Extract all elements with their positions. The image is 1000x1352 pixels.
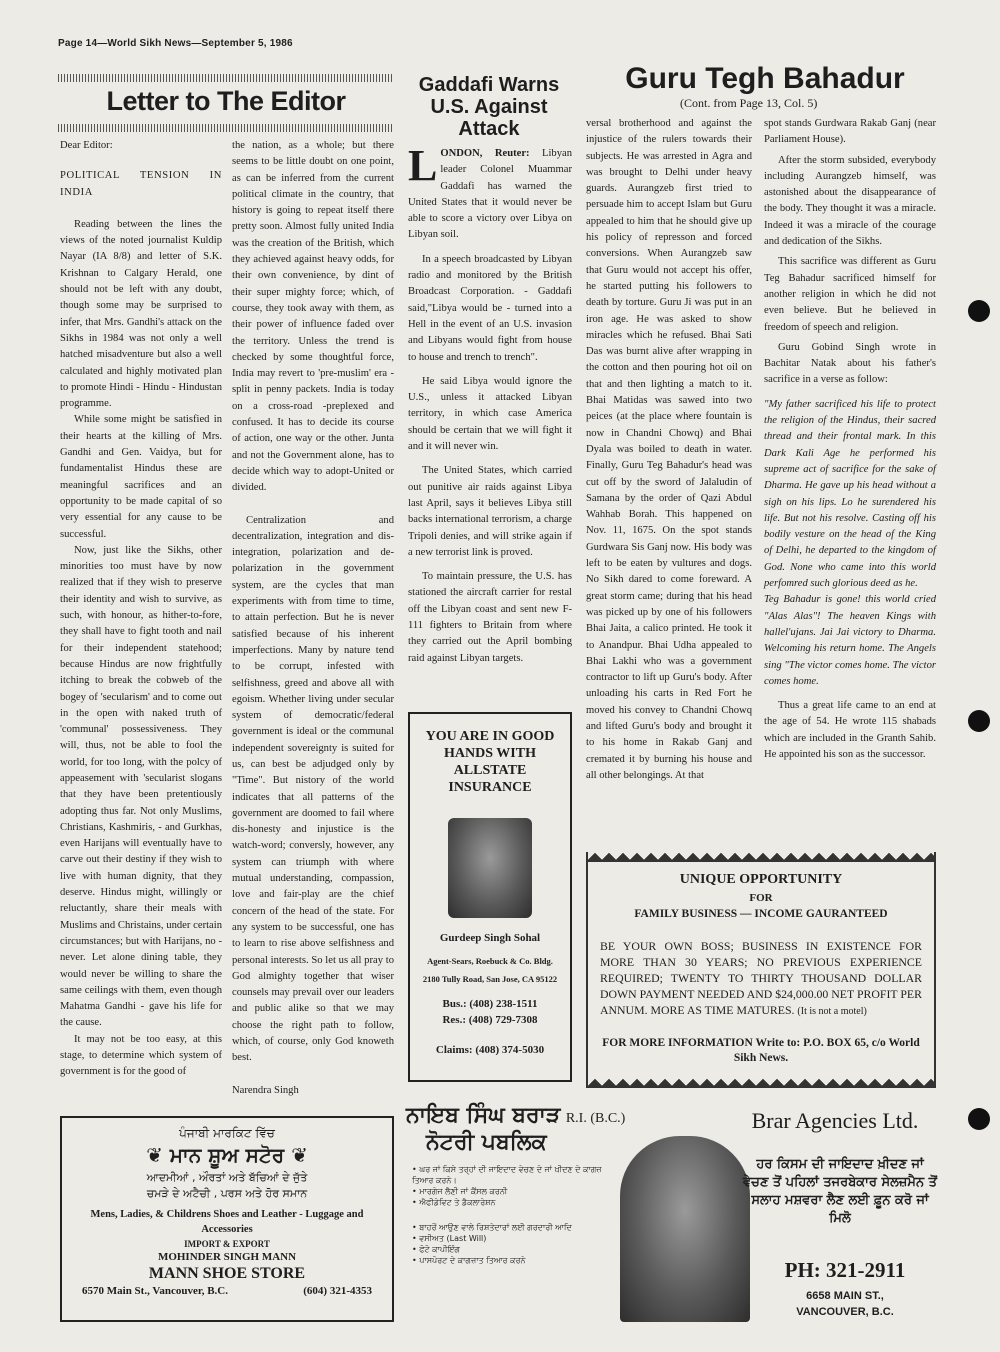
letter-subject: POLITICAL TENSION IN INDIA — [60, 170, 222, 198]
letter-paragraph: It may not be too easy, at this stage, to determine which system of government is for the good of — [60, 1033, 222, 1078]
guru-column-2 — [764, 116, 936, 763]
letter-paragraph: While some might be satisfied in their hearts at the killing of Mrs. Gandhi and Gen. Vaidya, but for fundamentalist Hindus these are meaningful sacrifices and an opportunity to be made capital of so very essential for any cause to be successful. — [60, 414, 222, 540]
shoe-punjabi-line-1: ਆਦਮੀਆਂ , ਔਰਤਾਂ ਅਤੇ ਬੱਚਿਆਂ ਦੇ ਜੁੱਤੇ — [146, 1171, 308, 1184]
flourish-icon: ❦ — [291, 1143, 308, 1167]
guru-verse: Teg Bahadur is gone! this world cried "Alas Alas"! The heaven Kings with hallel'ujans. Jai Jai victory to Dharma. Welcoming his return home. The Angels sing "The victor comes home. The victor comes home. — [764, 594, 936, 687]
gaddafi-paragraph: The United States, which carried out punitive air raids against Libya last April, says it believes Libya still backs international terrorism, a charge Tripoli denies, and will strike again if a new terrorist link is proved. — [408, 465, 572, 558]
shoe-punjabi-line-2: ਚਮੜੇ ਦੇ ਅਟੈਚੀ , ਪਰਸ ਅਤੇ ਹੋਰ ਸਮਾਨ — [146, 1187, 308, 1200]
agent-photo — [448, 818, 532, 918]
brar-punjabi-offer: ਹਰ ਕਿਸਮ ਦੀ ਜਾਇਦਾਦ ਖ਼ੀਦਣ ਜਾਂ ਵੇਚਣ ਤੋਂ ਪਹਿਲਾਂ ਤਜਰਬੇਕਾਰ ਸੇਲਜ਼ਮੈਨ ਤੋਂ ਸਲਾਹ ਮਸ਼ਵਰਾ ਲੈਣ ਲਈ ਫ਼ੂਨ ਕਰੋ ਜਾਂ ਮਿਲੋ — [743, 1157, 937, 1226]
hatch-rule — [58, 74, 394, 82]
brar-service-text: ਐਫੀਡੇਵਿਟ ਤੇ ਡੈਕਲਾਰੇਸ਼ਨ — [419, 1198, 496, 1207]
shoe-punjabi-heading: ਪੰਜਾਬੀ ਮਾਰਕਿਟ ਵਿੱਚ — [179, 1126, 275, 1140]
guru-paragraph: Guru Gobind Singh wrote in Bachitar Natak about his father's sacrifice in a verse as follow: — [764, 341, 936, 386]
allstate-agent-building: Agent-Sears, Roebuck & Co. Bldg. — [427, 956, 553, 966]
gaddafi-article — [408, 141, 572, 667]
gaddafi-headline: Gaddafi Warns U.S. Against Attack — [418, 74, 560, 140]
mann-shoe-store-ad — [60, 1116, 394, 1322]
brar-agencies-ad — [406, 1100, 938, 1330]
brar-punjabi-name: ਨਾਇਬ ਸਿੰਘ ਬਰਾੜ — [406, 1103, 561, 1128]
gaddafi-paragraph: He said Libya would ignore the U.S., unless it attacked Libyan territory, in which case America should be certain that we will fight it and it will never win. — [408, 375, 572, 453]
opportunity-for: FOR — [749, 892, 773, 904]
letter-column-1 — [60, 138, 222, 1081]
brar-service-item: • ਘਰ ਜਾਂ ਕਿਸੇ ਤਰ੍ਹਾਂ ਦੀ ਜਾਇਦਾਦ ਵੇਚਣ ਦੇ ਜਾਂ ਖ਼ੀਦਣ ਦੇ ਕਾਗਜ਼ ਤਿਆਰ ਕਰਨੇ। — [412, 1165, 602, 1185]
brar-service-text: ਮਾਰਗੇਜ ਲੈਣੀ ਜਾਂ ਕੈਂਸਲ ਕਰਨੀ — [419, 1187, 508, 1196]
shoe-address: 6570 Main St., Vancouver, B.C. — [82, 1285, 228, 1297]
opportunity-body — [600, 938, 922, 1020]
guru-paragraph: spot stands Gurdwara Rakab Ganj (near Parliament House). — [764, 118, 936, 146]
brar-service-item: • ਬਾਹਰੋਂ ਆਉਣ ਵਾਲੇ ਰਿਸ਼ਤੇਦਾਰਾਂ ਲਈ ਗਰਦਾਰੀ ਆਦਿ — [412, 1223, 572, 1232]
brar-company: Brar Agencies Ltd. — [751, 1108, 919, 1133]
brar-service-text: ਘਰ ਜਾਂ ਕਿਸੇ ਤਰ੍ਹਾਂ ਦੀ ਜਾਇਦਾਦ ਵੇਚਣ ਦੇ ਜਾਂ ਖ਼ੀਦਣ ਦੇ ਕਾਗਜ਼ ਤਿਆਰ ਕਰਨੇ। — [412, 1165, 602, 1185]
brar-punjabi-notary: ਨੋਟਰੀ ਪਬਲਿਕ — [426, 1130, 547, 1155]
guru-paragraph: versal brotherhood and against the injustice of the rulers towards their subjects. He was arrested in Agra and was brought to Delhi under heavy guards. Aurangzeb first tried to persuade him to accept Islam but Guru appealed to him that he should give up his policy of represson and forced conversions. When Aurangzeb saw that Guru would not accept his offer, he started putting his followers to death by torture. Guru Ji was put in an iron age. He was asked to show miracles which he refused. Bhai Sati Das was burnt alive after wrapping in the cotton and then pouring hot oil on that and then lighting a match to it. Bhai Matidas was sawed into two peices (at the place where fountain is now in Chandni Chowq) and Bhai Dyala was boiled to death in water. Finally, Guru Teg Bahadur's head was cut off by the sword of Jalaludin of Samana by the order of Qazi Abdul Wahhab Borah. This happened on Nov. 11, 1675. On the spot stands Gurdwara Sis Ganj now. His body was left to be eaten by vultures and dogs. No Sikh dared to come foreward. A great storm came; during that his head was picked up by one of his followers Bhai Jaita, a calico printed. He took it to Anandpur. Bhai Udha appealed to Bhai Lakhi who was a government contractor to lift up Guru's body. After unloading his carts in Red Fort he moved his convey to Chandni Chowq and lifted Guru's body and brought it to his home in Rakab Ganj and cremated it by burning his house and all other belongings. At that — [586, 118, 752, 781]
gaddafi-paragraph: In a speech broadcasted by Libyan radio and monitored by the British Broadcast Corporation. - Gaddafi said,"Libya would be - turned into a Hell in the event of an U.S. invasion and Libyans would fight from house to house and trench to trench". — [408, 253, 572, 363]
brar-service-item: • ਐਫੀਡੇਵਿਟ ਤੇ ਡੈਕਲਾਰੇਸ਼ਨ — [412, 1198, 496, 1207]
gaddafi-paragraph: To maintain pressure, the U.S. has stationed the aircraft carrier for restal off the Libyan coast and sent new F-111 fighters to Britain from where they carried out the April bombing raid against Libyan targets. — [408, 571, 572, 664]
guru-continued: (Cont. from Page 13, Col. 5) — [680, 96, 818, 110]
opportunity-text: BE YOUR OWN BOSS; BUSINESS IN EXISTENCE FOR MORE THAN 30 YEARS; NO PREVIOUS EXPERIENCE REQUIRED; TWENTY TO THIRTY THOUSAND DOLLAR DOWN PAYMENT NEEDED AND $24,000.00 NET PROFIT PER ANNUM. MORE AS TIME MATURES. — [600, 939, 922, 1017]
allstate-res-phone: Res.: (408) 729-7308 — [442, 1014, 538, 1026]
guru-paragraph: After the storm subsided, everybody including Aurangzeb himself, was astonished about the disappearance of the body. They thought it was a miracle. Indeed it was a miracle of the courage and dedication of the Sikhs. — [764, 154, 936, 248]
flourish-icon: ❦ — [146, 1143, 163, 1167]
allstate-bus-phone: Bus.: (408) 238-1511 — [442, 998, 538, 1010]
opportunity-title: UNIQUE OPPORTUNITY — [679, 872, 843, 887]
opportunity-contact: FOR MORE INFORMATION Write to: P.O. BOX 65, c/o World Sikh News. — [602, 1037, 920, 1064]
shoe-phone: (604) 321-4353 — [303, 1285, 372, 1297]
letter-paragraph: Centralization and decentralization, integration and dis-integration, polarization and de-polarization in the government system, are the cycles that man experiments with from time to time, to attain perfection. But he is never satisfied because of his inherent imperfections. Many by nature tend to be corrupt, infested with selfishness, greed and above all with egoism. Whether living under secular system of democratic/federal government is ideal or the communal independent sovereignty is suited for us, can best be adjudged only by "Time". But nistory of the world indicates that all patterns of the government are doomed to fail where dis-honesty and injustice is the watch-word; conversly, however, any system can triumph with where mutual understanding, compassion, love and fair-play are the chief concern of the head of the state. For any system to be successful, one has to learn to rise above selfishness and personal interests. So let us all pray to God almighty together that wiser counsels may prevail over our leaders and public alike so that we may choose the right path to follow, which, of course, only God knoweth best. — [232, 514, 394, 1064]
allstate-claims-phone: Claims: (408) 374-5030 — [435, 1044, 545, 1056]
allstate-agent-name: Gurdeep Singh Sohal — [439, 932, 541, 944]
allstate-ad — [408, 712, 572, 1082]
letter-headline: Letter to The Editor — [106, 86, 346, 116]
brar-services-list — [412, 1164, 622, 1266]
zigzag-border — [588, 852, 934, 862]
brar-service-item: • ਵਸੀਅਤ (Last Will) — [412, 1234, 487, 1243]
shoe-punjabi-store: ਮਾਨ ਸ਼ੂਅ ਸਟੋਰ — [169, 1143, 285, 1167]
brar-address-2: VANCOUVER, B.C. — [796, 1306, 894, 1318]
brar-service-text: ਪਾਸਪੋਰਟ ਦੇ ਕਾਗਜ਼ਾਤ ਤਿਆਰ ਕਰਨੇ — [419, 1256, 526, 1265]
binder-hole — [968, 710, 990, 732]
brar-ri: R.I. (B.C.) — [565, 1111, 626, 1126]
opportunity-ad — [586, 852, 936, 1088]
brar-service-item: • ਪਾਸਪੋਰਟ ਦੇ ਕਾਗਜ਼ਾਤ ਤਿਆਰ ਕਰਨੇ — [412, 1256, 526, 1265]
guru-column-1 — [586, 116, 752, 784]
brar-service-text: ਫੋਟੋ ਕਾਪੀਇੰਗ — [419, 1245, 460, 1254]
letter-salutation: Dear Editor: — [60, 140, 113, 151]
brar-phone: PH: 321-2911 — [784, 1258, 906, 1282]
brar-photo — [620, 1136, 750, 1322]
zigzag-border — [588, 1078, 934, 1088]
shoe-contact-row — [82, 1285, 372, 1297]
guru-headline: Guru Tegh Bahadur — [625, 62, 905, 95]
allstate-headline: YOU ARE IN GOOD HANDS WITH ALLSTATE INSURANCE — [425, 729, 555, 795]
allstate-address: 2180 Tully Road, San Jose, CA 95122 — [422, 974, 558, 984]
brar-service-item: • ਫੋਟੋ ਕਾਪੀਇੰਗ — [412, 1245, 460, 1254]
opportunity-note: (It is not a motel) — [797, 1006, 867, 1017]
brar-service-text: ਬਾਹਰੋਂ ਆਉਣ ਵਾਲੇ ਰਿਸ਼ਤੇਦਾਰਾਂ ਲਈ ਗਰਦਾਰੀ ਆਦਿ — [419, 1223, 572, 1232]
letter-paragraph: Reading between the lines the views of the noted journalist Kuldip Nayar (IA 8/8) and letter of S.K. Krishnan to Calgary Herald, one should not be left with any doubt, though some may be surprised to infer, that Mrs. Gandhi's attack on the Sikhs in 1984 was not only a well hatched misadventure but also a well calculated and highly motivated plan to promote Hindi - Hindu - Hindustan programme. — [60, 218, 222, 410]
shoe-owner: MOHINDER SINGH MANN — [157, 1251, 297, 1263]
guru-verse: "My father sacrificed his life to protect the religion of the Hindus, their sacred thread and their frontal mark. In this Dark Kali Age he performed his supreme act of sacrifice for the sake of Dharma. He gave up his head without a sigh on his lips. Lo he surendered his life. But not his resolve. Casting off his bodily vesture on the head of the King of Delhi, he departed to the kingdom of God. None who came into this world perfomred such glorious deed as he. — [764, 398, 936, 590]
letter-paragraph: the nation, as a whole; but there seems to be little doubt on one point, as can be inferred from the current political climate in the country, that history is going to repeat itself there pretty soon. Almost fully united India was the creation of the British, which they achieved against heavy odds, for their own convenience, by dint of their super mighty force; which, of course, they took away with them, as their power of influence faded over the territory. Unless the trend is checked by some thoughtful force, India may revert to 'pre-muslim' era - split in penny packets. India is today on a cross-road -preplexed and confused. It has to decide its course of action, one way or the other. Junta and not the Government alone, has to decide which way to adopt-United or divided. — [232, 140, 394, 494]
dropcap: L — [408, 141, 438, 190]
letter-paragraph: Now, just like the Sikhs, other minorities too must have by now realized that if they wish to preserve their identity and wish to survive, as such, with honour, as hither-to-fore, they shall have to fight tooth and nail for their independent statehood; because Hindus are now frightfully itching to break the cobweb of the bogey of 'secularism' and to come out in the open with naked truth of 'communal' possessiveness. They will, thus, not be able to fool the world, for too long, with the polcy of appeasement with 'secularist slogans that they have been pretentiously adopting thus far. Not only Muslims, Christians, Kashmiris, - and Gurkhas, even Harijans will eventually have to carve out their destiny if they wish to live with human dignity, that they deserve. Hindus might, willingly or reluctantly, share their meals with Muslims and Christains, under certain circumstances; but with Harijans, no - never. Let alone dining table, they would never be willing to share the same ceilings with them, even though Mahatma Gandhi - gave his life for the cause. — [60, 544, 222, 1029]
letter-column-2 — [232, 138, 394, 1099]
page-folio: Page 14—World Sikh News—September 5, 1986 — [58, 38, 293, 49]
shoe-english-line: Mens, Ladies, & Childrens Shoes and Leather - Luggage and Accessories — [90, 1209, 364, 1235]
gaddafi-paragraph: Libyan leader Colonel Muammar Gaddafi has warned the United States that it would never be able to score a victory over Libya on Libyan soil. — [408, 148, 572, 241]
guru-paragraph: This sacrifice was different as Guru Teg Bahadur sacrificed himself for another religion in which he did not even believe. But he believed in freedom of speech and religion. — [764, 256, 936, 333]
brar-service-text: ਵਸੀਅਤ (Last Will) — [419, 1234, 487, 1243]
gaddafi-dateline: ONDON, Reuter: — [440, 148, 530, 159]
shoe-store-name: MANN SHOE STORE — [148, 1265, 306, 1282]
hatch-rule — [58, 124, 394, 132]
shoe-punjabi-name — [62, 1143, 392, 1167]
binder-hole — [968, 1108, 990, 1130]
guru-paragraph: Thus a great life came to an end at the age of 54. He wrote 115 shabads which are included in the Granth Sahib. He appointed his son as the successor. — [764, 700, 936, 760]
brar-address-1: 6658 MAIN ST., — [806, 1290, 884, 1302]
opportunity-subtitle: FAMILY BUSINESS — INCOME GAURANTEED — [634, 908, 888, 920]
letter-signature: Narendra Singh — [232, 1084, 299, 1096]
brar-service-item: • ਮਾਰਗੇਜ ਲੈਣੀ ਜਾਂ ਕੈਂਸਲ ਕਰਨੀ — [412, 1187, 508, 1196]
binder-hole — [968, 300, 990, 322]
brar-name-line — [406, 1102, 625, 1128]
shoe-import: IMPORT & EXPORT — [184, 1239, 270, 1249]
